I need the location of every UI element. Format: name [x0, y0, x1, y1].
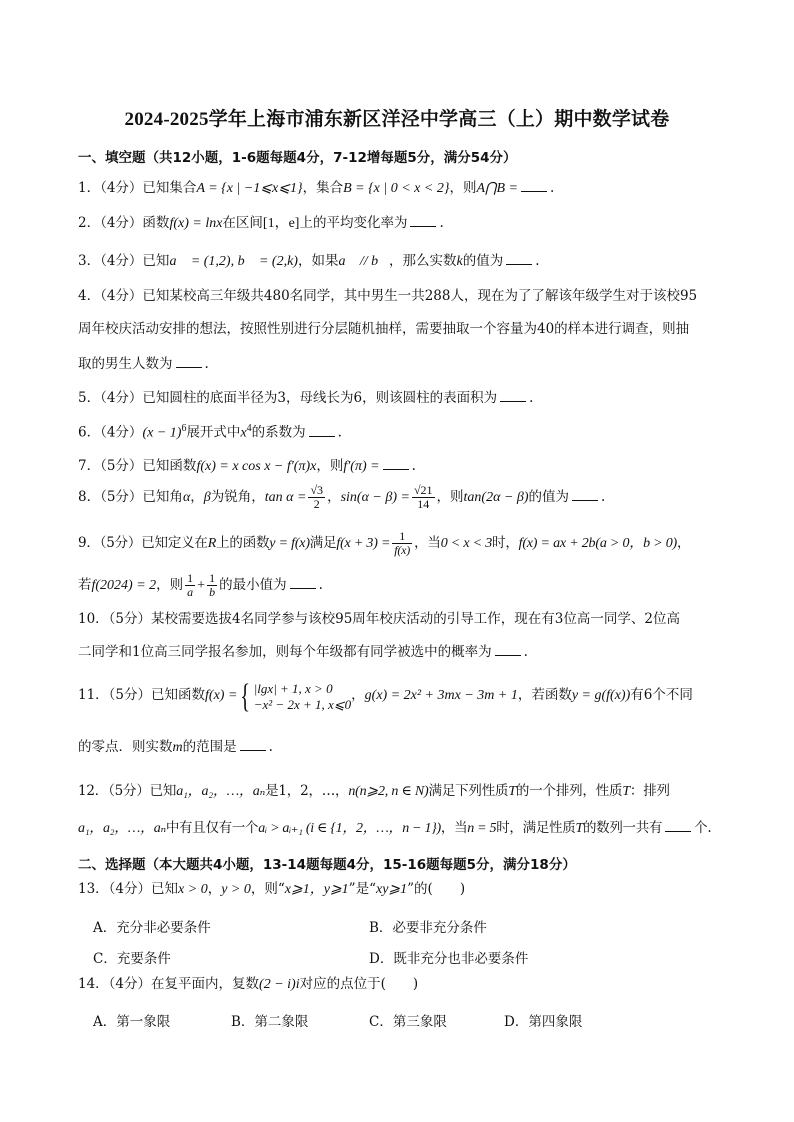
fraction-1-over-fx: $\frac{1}{f(x)}$: [394, 529, 411, 558]
answer-blank: [572, 489, 598, 501]
question-4-line-1: 4．（4分）已知某校高三年级共480名同学，其中男生一共288人，现在为了了解该年级学生对于该校95: [78, 288, 698, 304]
answer-blank: [410, 215, 436, 227]
question-9-line-2: 若f(2024) = 2，则 $\frac{1}{a}$ + $\frac{1}{b}$ 的最小值为 .: [78, 571, 323, 600]
question-1: 1．（4分）已知集合A = {x | −1⩽x⩽1}，集合B = {x | 0 < x < 2}，则A⋂B = .: [78, 180, 555, 196]
answer-blank: [290, 577, 316, 589]
fraction-tan: $\frac{√3}{2}$: [310, 483, 324, 512]
answer-blank: [176, 356, 202, 368]
fraction-sin: $\frac{√21}{14}$: [413, 483, 433, 512]
q13-option-d[interactable]: D．既非充分也非必要条件: [369, 951, 529, 967]
q13-option-b[interactable]: B．必要非充分条件: [369, 920, 487, 936]
question-7: 7．（5分）已知函数f(x) = x cos x − f′(π)x，则f′(π) = .: [78, 458, 416, 474]
answer-blank: [309, 425, 335, 437]
question-4-line-2: 周年校庆活动安排的想法，按照性别进行分层随机抽样，需要抽取一个容量为40的样本进行调查，则抽: [78, 321, 690, 337]
section-choice-heading: 二、选择题（本大题共4小题，13-14题每题4分，15-16题每题5分，满分18分）: [78, 857, 576, 873]
page-title: 2024-2025学年上海市浦东新区洋泾中学高三（上）期中数学试卷: [124, 109, 670, 130]
question-6: 6．（4分）$(x - 1)^6$展开式中$x^4$的系数为 .: [78, 423, 342, 441]
q14-option-b[interactable]: B．第二象限: [231, 1014, 309, 1030]
question-12-line-2: a₁，a₂，…，aₙ中有且仅有一个aᵢ > aᵢ₊₁ (i ∈ {1，2，…，n − 1})，当n = 5时，满足性质T的数列一共有 个.: [78, 820, 712, 836]
question-9-line-1: 9．（5分）已知定义在R上的函数y = f(x)满足f(x + 3) = $\frac{1}{f(x)}$ ，当0 < x < 3时，f(x) = ax + 2b(a > 0，b > 0)，: [78, 529, 691, 558]
question-3: 3．（4分）已知a⃗ = (1,2), b⃗ = (2,k)，如果a⃗ // b⃗，那么实数k的值为 .: [78, 253, 540, 269]
question-2: 2．（4分）函数f(x) = lnx在区间[1，e]上的平均变化率为 .: [78, 215, 444, 231]
question-5: 5．（4分）已知圆柱的底面半径为3，母线长为6，则该圆柱的表面积为 .: [78, 390, 534, 406]
question-12-line-1: 12．（5分）已知a₁，a₂，…，aₙ是1，2，…，n(n⩾2, n ∈ N)满足下列性质T的一个排列，性质T：排列: [78, 783, 670, 799]
question-11-line-2: 的零点．则实数m的范围是 .: [78, 739, 273, 755]
question-13: 13．（4分）已知x > 0，y > 0，则“x⩾1，y⩾1”是“xy⩾1”的( ): [78, 881, 466, 897]
answer-blank: [665, 820, 691, 832]
question-4-line-3: 取的男生人数为 .: [78, 356, 209, 372]
q14-option-a[interactable]: A．第一象限: [93, 1014, 171, 1030]
answer-blank: [506, 253, 532, 265]
question-10-line-2: 二同学和1位高三同学报名参加，则每个年级都有同学被选中的概率为 .: [78, 644, 528, 660]
q14-option-d[interactable]: D．第四象限: [504, 1014, 583, 1030]
answer-blank: [495, 644, 521, 656]
section-fill-in-heading: 一、填空题（共12小题，1-6题每题4分，7-12增每题5分，满分54分）: [78, 150, 517, 166]
fraction-1-over-b: $\frac{1}{b}$: [209, 571, 216, 600]
answer-blank: [383, 458, 409, 470]
q13-option-c[interactable]: C．充要条件: [93, 951, 171, 967]
q13-option-a[interactable]: A．充分非必要条件: [93, 920, 211, 936]
question-8: 8．（5分）已知角α，β为锐角，tan α = $\frac{√3}{2}$ ，sin(α − β) = $\frac{√21}{14}$ ，则tan(2α − β)的值为 .: [78, 483, 606, 512]
answer-blank: [521, 180, 547, 192]
question-10-line-1: 10．（5分）某校需要选拔4名同学参与该校95周年校庆活动的引导工作，现在有3位高一同学、2位高: [78, 611, 680, 627]
piecewise-function: { |lgx| + 1, x > 0 −x² − 2x + 1, x⩽0: [240, 677, 352, 715]
answer-blank: [500, 390, 526, 402]
answer-blank: [240, 739, 266, 751]
question-11-line-1: 11．（5分）已知函数f(x) ={ |lgx| + 1, x > 0 −x² − 2x + 1, x⩽0 ，g(x) = 2x² + 3mx − 3m + 1，若函数y = g(f(x))有6个不同: [78, 677, 693, 715]
q14-option-c[interactable]: C．第三象限: [369, 1014, 447, 1030]
question-14: 14．（4分）在复平面内，复数(2 − i)i对应的点位于( ): [78, 976, 419, 992]
fraction-1-over-a: $\frac{1}{a}$: [187, 571, 194, 600]
